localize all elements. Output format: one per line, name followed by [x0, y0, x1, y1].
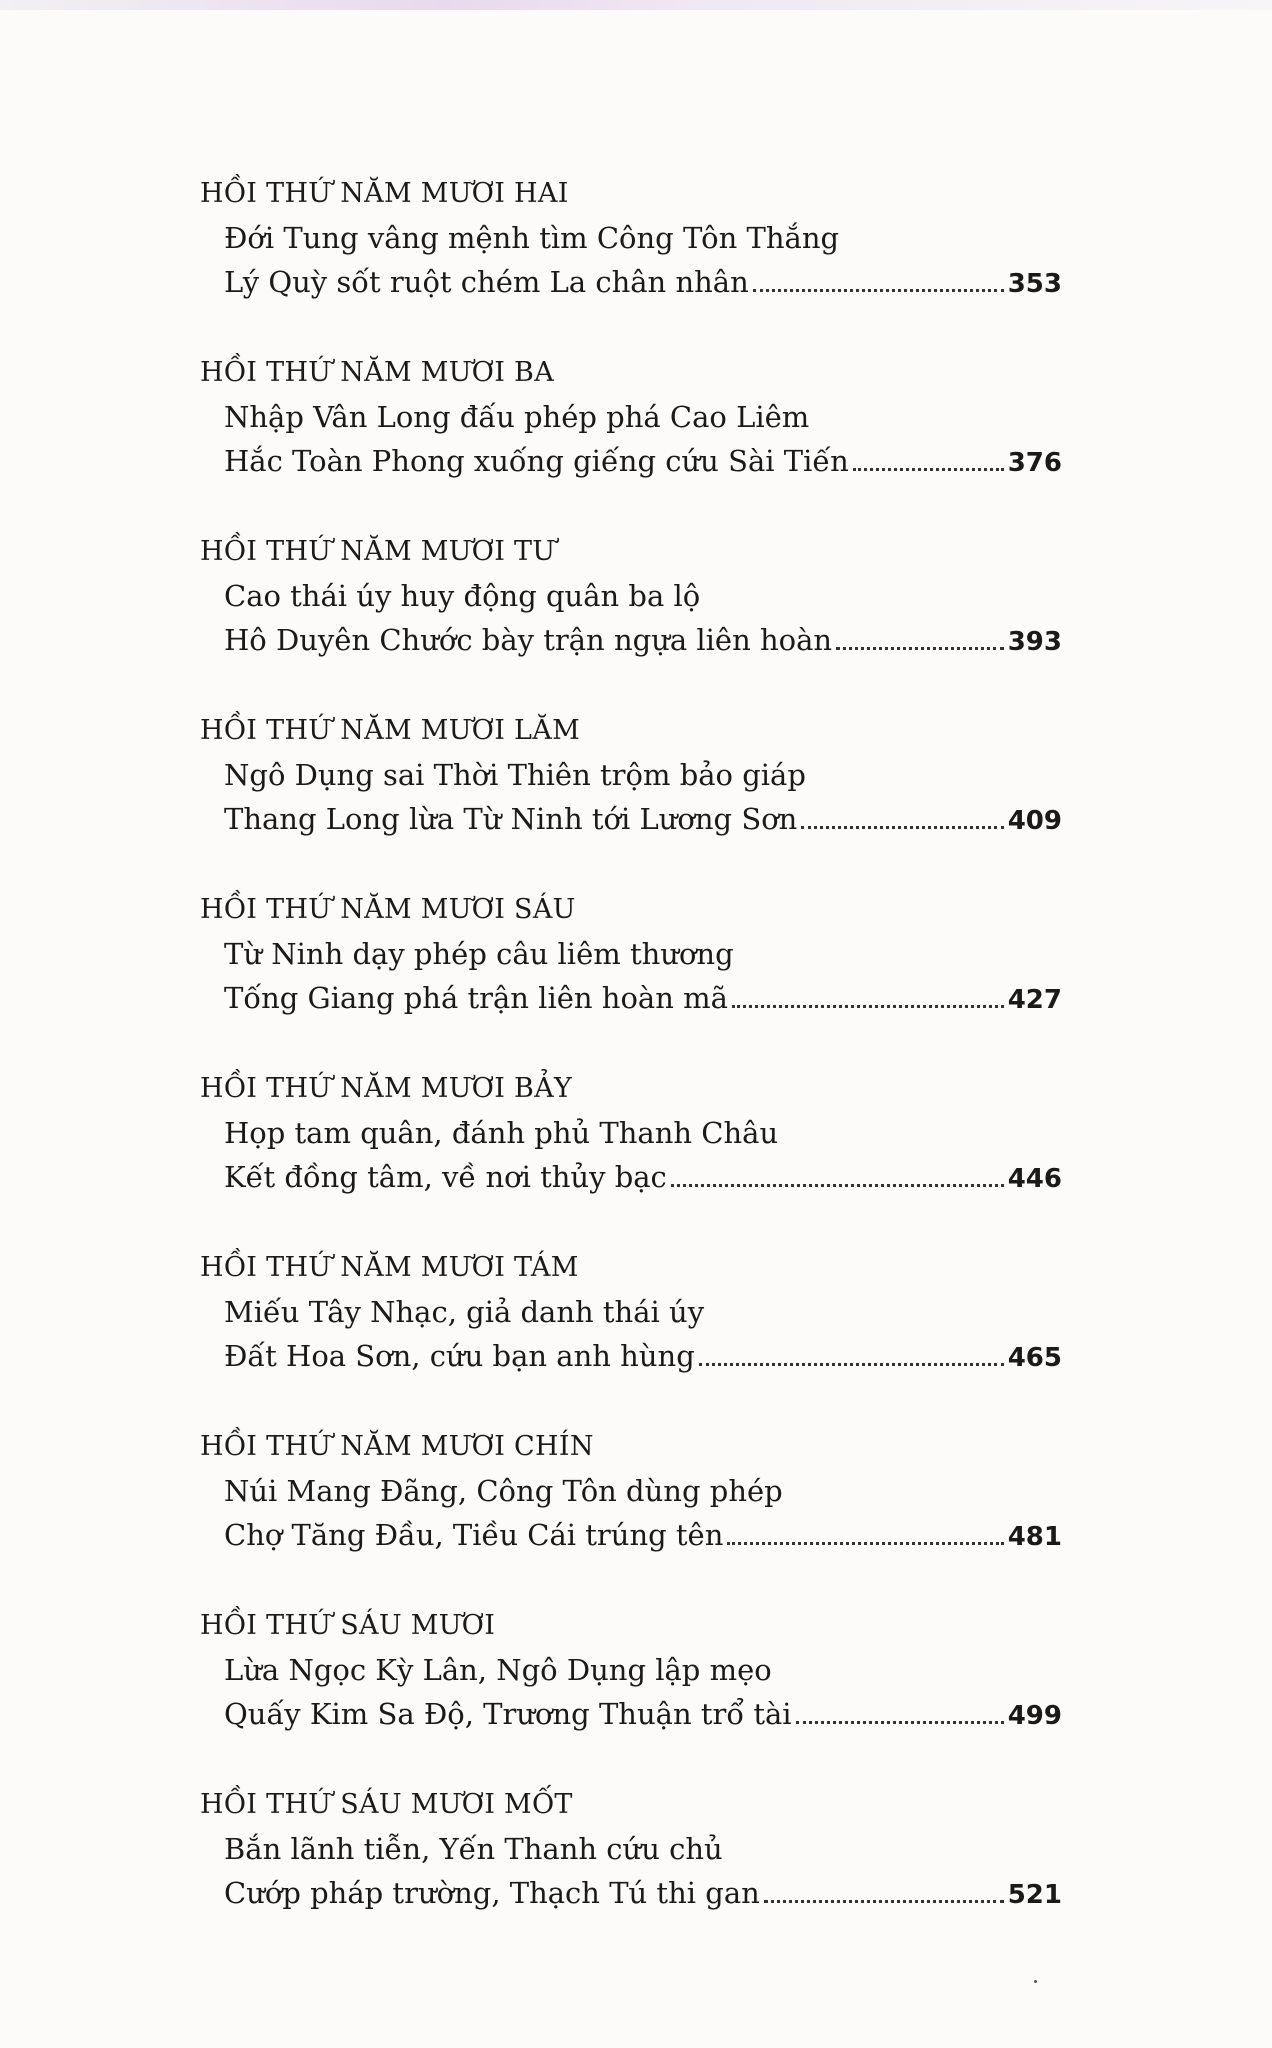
chapter-title-text: Quấy Kim Sa Độ, Trương Thuận trổ tài — [224, 1697, 792, 1731]
chapter-entry — [200, 172, 1062, 351]
chapter-title-line-1: Nhập Vân Long đấu phép phá Cao Liêm — [224, 400, 810, 434]
chapter-entry — [200, 888, 1062, 1067]
dot-leader — [699, 1363, 1004, 1366]
dot-leader — [836, 647, 1004, 650]
chapter-title-text: Kết đồng tâm, về nơi thủy bạc — [224, 1160, 667, 1194]
page-number: 499 — [1007, 1701, 1062, 1731]
chapter-title-line-2 — [224, 260, 1062, 306]
chapter-title-line-2 — [224, 797, 1062, 843]
dot-leader — [732, 1005, 1004, 1008]
dot-leader — [727, 1542, 1003, 1545]
chapter-title-line-2 — [224, 1871, 1062, 1917]
chapter-title-line-1: Họp tam quân, đánh phủ Thanh Châu — [224, 1116, 779, 1150]
chapter-title-line-1: Lừa Ngọc Kỳ Lân, Ngô Dụng lập mẹo — [224, 1653, 772, 1687]
page-number: 481 — [1007, 1522, 1062, 1552]
chapter-title-text: Đất Hoa Sơn, cứu bạn anh hùng — [224, 1339, 695, 1373]
chapter-title-line-1: Từ Ninh dạy phép câu liêm thương — [224, 937, 734, 971]
chapter-entry — [200, 1604, 1062, 1783]
chapter-heading: HỒI THỨ SÁU MƯƠI — [200, 1610, 496, 1641]
page-number: 521 — [1007, 1880, 1062, 1910]
scan-speck — [1034, 1980, 1037, 1983]
chapter-title-line-1: Miếu Tây Nhạc, giả danh thái úy — [224, 1295, 705, 1329]
chapter-title-line-2 — [224, 1513, 1062, 1559]
chapter-entry — [200, 1067, 1062, 1246]
chapter-title-text: Thang Long lừa Từ Ninh tới Lương Sơn — [224, 802, 798, 836]
chapter-title-line-1: Bắn lãnh tiễn, Yến Thanh cứu chủ — [224, 1832, 723, 1866]
page-number: 465 — [1007, 1343, 1062, 1373]
chapter-title-line-2 — [224, 439, 1062, 485]
dot-leader — [671, 1184, 1004, 1187]
table-of-contents — [200, 172, 1062, 1962]
page-number: 376 — [1007, 448, 1062, 478]
chapter-title-text: Hô Duyên Chước bày trận ngựa liên hoàn — [224, 623, 833, 657]
chapter-title-line-2 — [224, 1334, 1062, 1380]
chapter-entry — [200, 1783, 1062, 1962]
chapter-title-line-2 — [224, 1155, 1062, 1201]
chapter-entry — [200, 709, 1062, 888]
chapter-title-line-2 — [224, 1692, 1062, 1738]
chapter-heading: HỒI THỨ NĂM MƯƠI LĂM — [200, 715, 581, 746]
chapter-heading: HỒI THỨ NĂM MƯƠI SÁU — [200, 894, 576, 925]
chapter-entry — [200, 1246, 1062, 1425]
page-number: 427 — [1007, 985, 1062, 1015]
chapter-entry — [200, 1425, 1062, 1604]
chapter-title-line-1: Ngô Dụng sai Thời Thiên trộm bảo giáp — [224, 758, 806, 792]
chapter-heading: HỒI THỨ NĂM MƯƠI HAI — [200, 178, 569, 209]
page-number: 353 — [1007, 269, 1062, 299]
chapter-title-text: Chợ Tăng Đầu, Tiều Cái trúng tên — [224, 1518, 724, 1552]
page-number: 409 — [1007, 806, 1062, 836]
dot-leader — [853, 468, 1004, 471]
chapter-title-line-1: Đới Tung vâng mệnh tìm Công Tôn Thắng — [224, 221, 840, 255]
page-top-edge — [0, 0, 1272, 10]
page-number: 446 — [1007, 1164, 1062, 1194]
chapter-title-line-2 — [224, 618, 1062, 664]
chapter-entry — [200, 530, 1062, 709]
chapter-entry — [200, 351, 1062, 530]
chapter-title-line-2 — [224, 976, 1062, 1022]
chapter-heading: HỒI THỨ NĂM MƯƠI TÁM — [200, 1252, 579, 1283]
chapter-heading: HỒI THỨ NĂM MƯƠI BẢY — [200, 1073, 573, 1104]
dot-leader — [801, 826, 1003, 829]
chapter-title-text: Tống Giang phá trận liên hoàn mã — [224, 981, 728, 1015]
chapter-heading: HỒI THỨ NĂM MƯƠI CHÍN — [200, 1431, 594, 1462]
chapter-title-text: Hắc Toàn Phong xuống giếng cứu Sài Tiến — [224, 444, 849, 478]
chapter-heading: HỒI THỨ SÁU MƯƠI MỐT — [200, 1789, 573, 1820]
dot-leader — [796, 1721, 1004, 1724]
chapter-title-text: Lý Quỳ sốt ruột chém La chân nhân — [224, 265, 749, 299]
chapter-heading: HỒI THỨ NĂM MƯƠI BA — [200, 357, 554, 388]
dot-leader — [764, 1900, 1004, 1903]
dot-leader — [753, 289, 1004, 292]
chapter-heading: HỒI THỨ NĂM MƯƠI TƯ — [200, 536, 556, 567]
chapter-title-line-1: Núi Mang Đãng, Công Tôn dùng phép — [224, 1474, 783, 1508]
chapter-title-line-1: Cao thái úy huy động quân ba lộ — [224, 579, 701, 613]
page-number: 393 — [1007, 627, 1062, 657]
chapter-title-text: Cướp pháp trường, Thạch Tú thi gan — [224, 1876, 760, 1910]
